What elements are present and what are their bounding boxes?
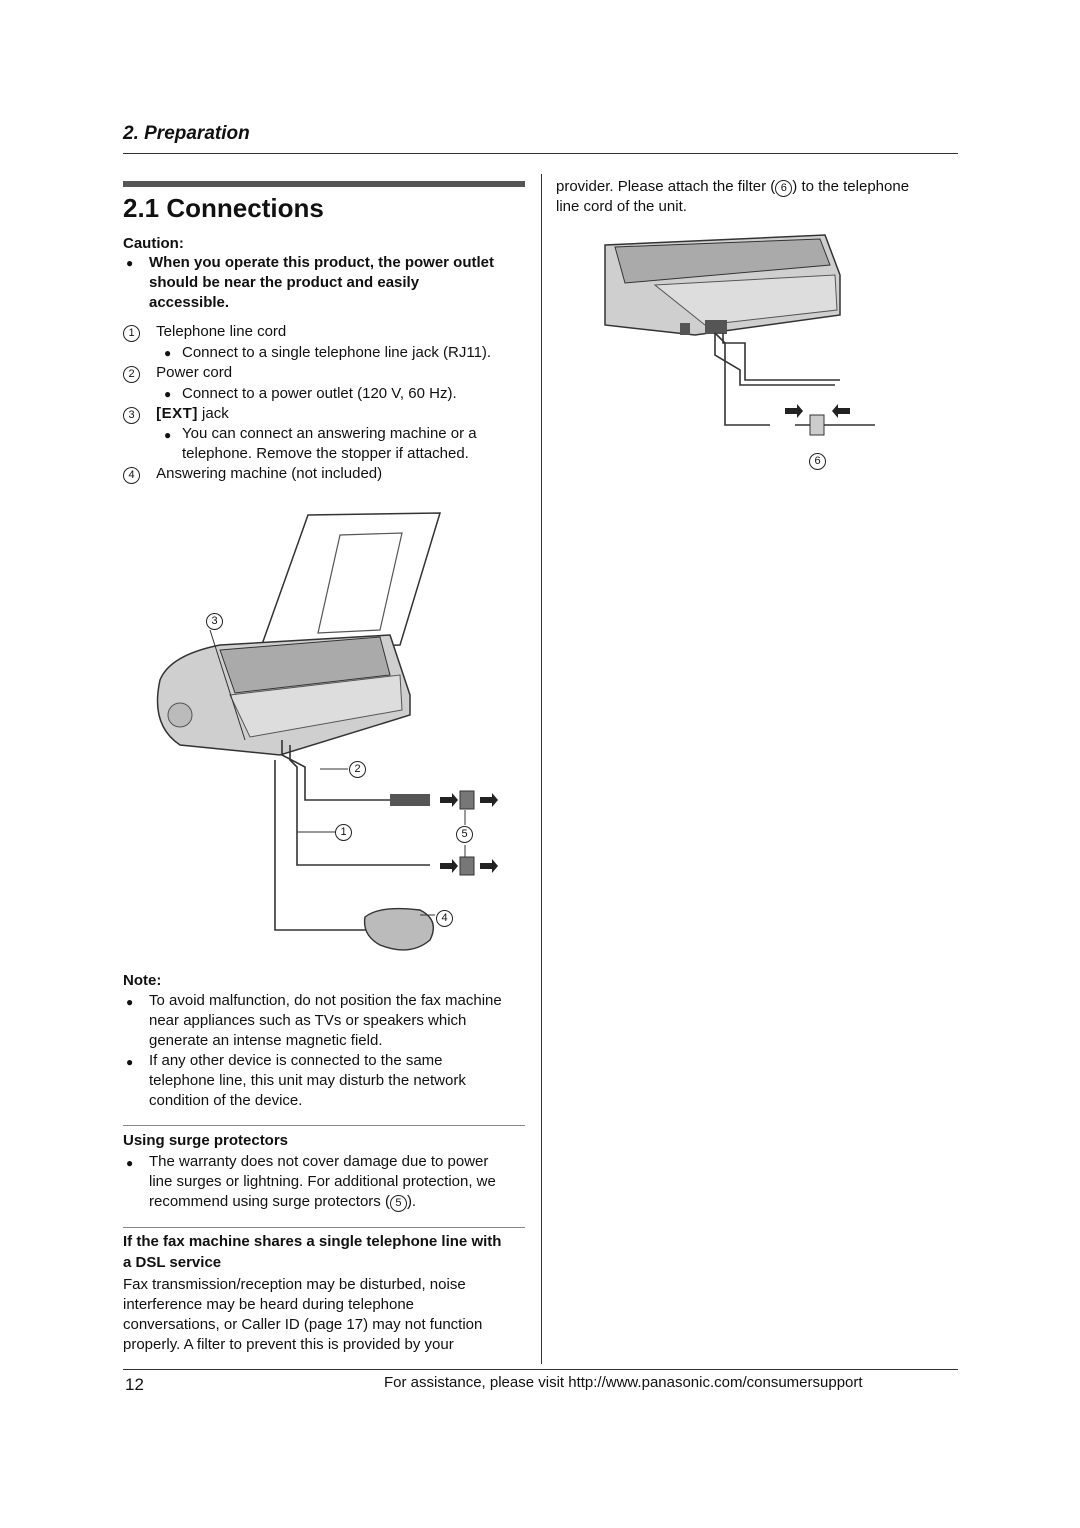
callout-3: 3 bbox=[206, 613, 223, 630]
item-note: Connect to a power outlet (120 V, 60 Hz). bbox=[182, 385, 457, 402]
dsl-heading-2: a DSL service bbox=[123, 1254, 222, 1271]
callout-4: 4 bbox=[436, 910, 453, 927]
callout-2: 2 bbox=[349, 761, 366, 778]
surge-text: line surges or lightning. For additional protection, we bbox=[149, 1173, 496, 1190]
header-rule bbox=[123, 153, 958, 154]
surge-text-post: ). bbox=[406, 1193, 417, 1210]
surge-text: The warranty does not cover damage due to power bbox=[149, 1153, 489, 1170]
dsl-text: Fax transmission/reception may be disturbed, noise bbox=[123, 1276, 466, 1293]
surge-text-pre: recommend using surge protectors ( bbox=[149, 1193, 390, 1210]
item-note: telephone. Remove the stopper if attached. bbox=[182, 445, 469, 462]
callout-number: 2 bbox=[123, 366, 140, 383]
item-answering-machine bbox=[123, 464, 382, 484]
item-telephone-line-cord bbox=[123, 322, 286, 342]
caution-text-2: should be near the product and easily bbox=[149, 274, 420, 291]
fax-connection-illustration bbox=[140, 505, 520, 965]
footer-assistance-text: For assistance, please visit http://www.panasonic.com/consumersupport bbox=[384, 1374, 863, 1391]
footer-rule bbox=[123, 1369, 958, 1370]
right-text-pre: provider. Please attach the filter ( bbox=[556, 178, 776, 195]
key-label: [EXT] bbox=[156, 405, 198, 422]
item-power-cord bbox=[123, 363, 232, 383]
dsl-text: properly. A filter to prevent this is provided by your bbox=[123, 1336, 454, 1353]
item-text: Answering machine (not included) bbox=[156, 465, 383, 482]
note-text: condition of the device. bbox=[149, 1092, 303, 1109]
callout-1: 1 bbox=[335, 824, 352, 841]
callout-5: 5 bbox=[456, 826, 473, 843]
item-note: Connect to a single telephone line jack (RJ11). bbox=[182, 344, 492, 361]
note-text: telephone line, this unit may disturb the network bbox=[149, 1072, 466, 1089]
note-text: If any other device is connected to the same bbox=[149, 1052, 443, 1069]
note-text: generate an intense magnetic field. bbox=[149, 1032, 383, 1049]
bullet-icon: ● bbox=[164, 346, 172, 360]
bullet-icon: ● bbox=[126, 995, 134, 1009]
item-text: Telephone line cord bbox=[156, 323, 287, 340]
callout-number: 5 bbox=[390, 1195, 407, 1212]
item-note: You can connect an answering machine or a bbox=[182, 425, 477, 442]
section-header: 2. Preparation bbox=[123, 123, 250, 144]
section-divider bbox=[123, 1125, 525, 1126]
note-text: near appliances such as TVs or speakers which bbox=[149, 1012, 467, 1029]
note-text: To avoid malfunction, do not position the fax machine bbox=[149, 992, 502, 1009]
page-number: 12 bbox=[125, 1375, 144, 1394]
note-label: Note: bbox=[123, 972, 162, 989]
column-divider bbox=[541, 174, 542, 1364]
callout-number: 1 bbox=[123, 325, 140, 342]
caution-label: Caution: bbox=[123, 235, 184, 252]
dsl-heading-1: If the fax machine shares a single telephone line with bbox=[123, 1233, 502, 1250]
caution-text-1: When you operate this product, the power outlet bbox=[149, 254, 495, 271]
right-text-1 bbox=[556, 177, 909, 197]
item-text: jack bbox=[202, 405, 229, 422]
surge-text bbox=[149, 1192, 416, 1212]
page-title: 2.1 Connections bbox=[123, 193, 324, 223]
callout-number: 6 bbox=[775, 180, 792, 197]
bullet-icon: ● bbox=[126, 256, 134, 270]
filter-connection-illustration bbox=[595, 225, 895, 450]
bullet-icon: ● bbox=[164, 428, 172, 442]
item-ext-jack bbox=[123, 404, 229, 424]
dsl-text: conversations, or Caller ID (page 17) may not function bbox=[123, 1316, 483, 1333]
callout-number: 3 bbox=[123, 407, 140, 424]
dsl-text: interference may be heard during telephone bbox=[123, 1296, 415, 1313]
callout-6: 6 bbox=[809, 453, 826, 470]
section-divider bbox=[123, 1227, 525, 1228]
right-text-2: line cord of the unit. bbox=[556, 198, 687, 215]
caution-text-3: accessible. bbox=[149, 294, 230, 311]
title-bar bbox=[123, 181, 525, 187]
callout-number: 4 bbox=[123, 467, 140, 484]
bullet-icon: ● bbox=[126, 1055, 134, 1069]
item-text: Power cord bbox=[156, 364, 233, 381]
surge-heading: Using surge protectors bbox=[123, 1132, 289, 1149]
bullet-icon: ● bbox=[126, 1156, 134, 1170]
bullet-icon: ● bbox=[164, 387, 172, 401]
right-text-post: ) to the telephone bbox=[792, 178, 910, 195]
